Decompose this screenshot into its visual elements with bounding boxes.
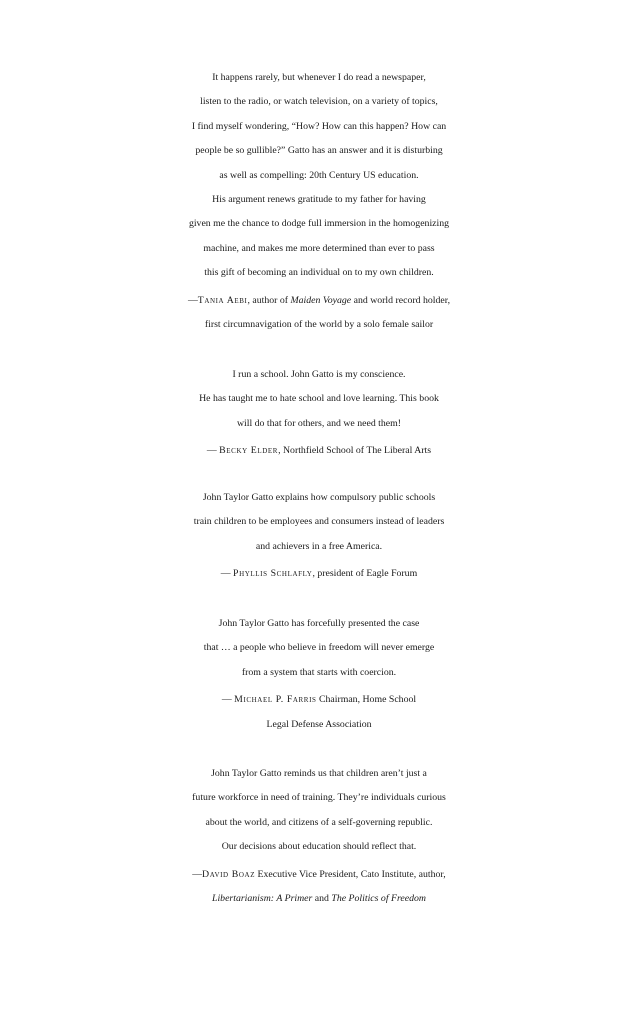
quote-line: from a system that starts with coercion. xyxy=(241,666,397,678)
attribution-text: , Northfield School of The Liberal Arts xyxy=(278,445,432,457)
attribution xyxy=(0,688,638,712)
quote-line: this gift of becoming an individual on to my own children. xyxy=(204,267,434,279)
attribution xyxy=(0,439,638,463)
quote-line: John Taylor Gatto reminds us that children aren’t just a xyxy=(211,768,427,779)
author-name: David Boaz xyxy=(202,868,256,880)
quote-line: will do that for others, and we need them! xyxy=(236,417,402,429)
author-name: Becky Elder xyxy=(219,445,279,457)
quote-line: I run a school. John Gatto is my conscience. xyxy=(232,369,406,380)
quote-line: as well as compelling: 20th Century US education. xyxy=(219,169,419,181)
quote-line: people be so gullible?” Gatto has an answer and it is disturbing xyxy=(195,145,443,157)
attribution-dash: — xyxy=(206,445,220,457)
work-title: Maiden Voyage xyxy=(290,294,352,306)
quote-line: listen to the radio, or watch television, on a variety of topics, xyxy=(200,96,438,108)
author-name: Michael P. Farris xyxy=(234,694,317,706)
quote-line: machine, and makes me more determined than ever to pass xyxy=(203,242,435,254)
attribution xyxy=(0,289,638,313)
attribution-text: and world record holder, xyxy=(351,294,451,306)
endorsement-michael-farris xyxy=(0,612,638,737)
endorsement-tania-aebi xyxy=(0,66,638,337)
attribution-dash: — xyxy=(192,868,203,880)
quote-line: about the world, and citizens of a self-governing republic. xyxy=(205,816,433,828)
quote-line: His argument renews gratitude to my father for having xyxy=(212,194,426,206)
quote-line: future workforce in need of training. They’re individuals curious xyxy=(192,792,446,804)
quote-line: I find myself wondering, “How? How can this happen? How can xyxy=(191,120,447,132)
quote-line: train children to be employees and consumers instead of leaders xyxy=(193,516,445,528)
attribution-text: Executive Vice President, Cato Institute, author, xyxy=(255,868,446,880)
quote-line: given me the chance to dodge full immersion in the homogenizing xyxy=(188,218,450,230)
attribution-text: , author of xyxy=(247,294,291,306)
author-name: Tania Aebi xyxy=(197,294,248,306)
attribution-dash: — xyxy=(221,694,235,706)
quote-line: John Taylor Gatto explains how compulsory public schools xyxy=(202,492,436,503)
author-name: Phyllis Schlafly xyxy=(233,568,313,580)
endorsement-david-boaz xyxy=(0,762,638,911)
endorsement-phyllis-schlafly xyxy=(0,486,638,587)
quote-line: Our decisions about education should reflect that. xyxy=(221,841,417,853)
quote-line: that … a people who believe in freedom will never emerge xyxy=(203,642,435,654)
attribution-line-2: Legal Defense Association xyxy=(266,718,372,730)
attribution-text: and xyxy=(312,893,332,905)
work-title: The Politics of Freedom xyxy=(331,893,426,905)
work-title: Libertarianism: A Primer xyxy=(212,893,313,905)
attribution-line-2: first circumnavigation of the world by a solo female sailor xyxy=(204,319,434,331)
attribution-dash: — xyxy=(187,294,198,306)
attribution-text: , president of Eagle Forum xyxy=(312,568,418,580)
quote-line: and achievers in a free America. xyxy=(255,540,383,552)
endorsement-becky-elder xyxy=(0,363,638,464)
attribution xyxy=(0,562,638,586)
quote-line: John Taylor Gatto has forcefully presented the case xyxy=(218,618,420,629)
attribution-text: Chairman, Home School xyxy=(316,694,417,706)
quote-line: It happens rarely, but whenever I do read a newspaper, xyxy=(212,72,426,83)
quote-line: He has taught me to hate school and love learning. This book xyxy=(199,393,439,405)
attribution-dash: — xyxy=(220,568,234,580)
attribution xyxy=(0,863,638,887)
attribution-line-2 xyxy=(0,887,638,911)
